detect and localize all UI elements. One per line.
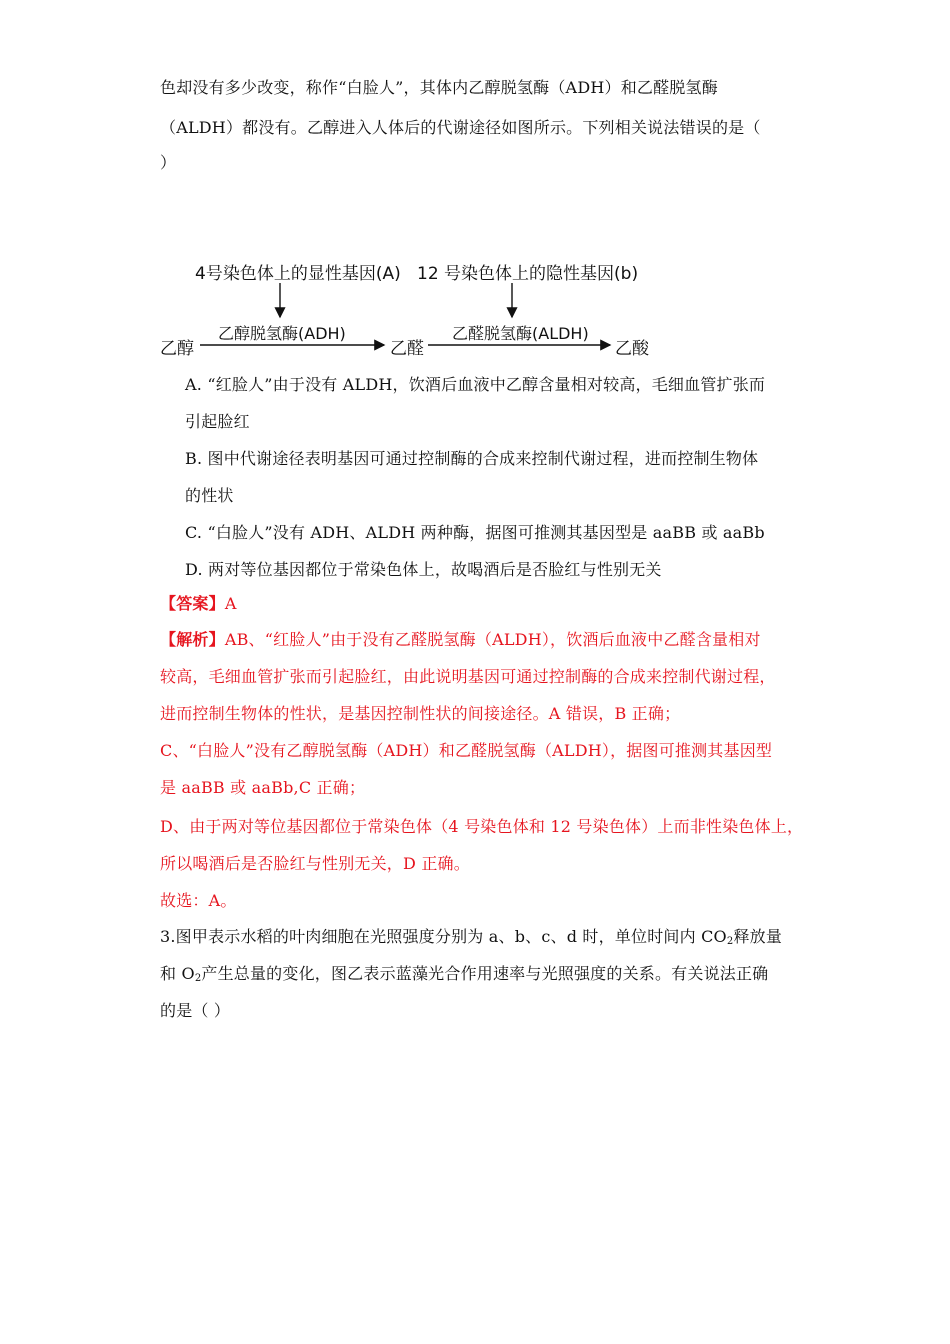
answer-label: 【答案】	[160, 594, 225, 613]
aldh-label: 乙醛脱氢酶(ALDH)	[452, 324, 589, 343]
metabolic-pathway-diagram	[160, 255, 660, 365]
analysis-line-1	[160, 630, 761, 650]
option-d: D. 两对等位基因都位于常染色体上，故喝酒后是否脸红与性别无关	[185, 560, 662, 579]
question3-text-2a: 和 O	[160, 964, 195, 983]
analysis-text-1: AB、“红脸人”由于没有乙醛脱氢酶（ALDH），饮酒后血液中乙醛含量相对	[224, 630, 761, 649]
analysis-line-4: C、“白脸人”没有乙醇脱氢酶（ADH）和乙醛脱氢酶（ALDH），据图可推测其基因型	[160, 741, 773, 760]
question3-line-2	[160, 964, 768, 989]
acetaldehyde-label: 乙醛	[390, 339, 424, 359]
analysis-line-8: 故选：A。	[160, 891, 237, 910]
gene-b-label: 12 号染色体上的隐性基因(b)	[417, 264, 639, 284]
answer-value: A	[224, 594, 237, 613]
intro-line-1: 色却没有多少改变，称作“白脸人”，其体内乙醇脱氢酶（ADH）和乙醛脱氢酶	[160, 78, 718, 97]
adh-label: 乙醇脱氢酶(ADH)	[218, 324, 346, 343]
option-c: C. “白脸人”没有 ADH、ALDH 两种酶，据图可推测其基因型是 aaBB 或 aaBb	[185, 523, 765, 542]
question3-line-3: 的是（ ）	[160, 1001, 231, 1020]
option-b-line-2: 的性状	[185, 486, 234, 505]
intro-line-2: （ALDH）都没有。乙醇进入人体后的代谢途径如图所示。下列相关说法错误的是（	[160, 118, 761, 137]
analysis-line-3: 进而控制生物体的性状，是基因控制性状的间接途径。A 错误，B 正确；	[160, 704, 681, 723]
analysis-line-5: 是 aaBB 或 aaBb,C 正确；	[160, 778, 366, 797]
analysis-line-6: D、由于两对等位基因都位于常染色体（4 号染色体和 12 号染色体）上而非性染色体上，	[160, 817, 804, 836]
analysis-label: 【解析】	[160, 630, 225, 649]
question3-line-1	[160, 927, 782, 952]
option-a-line-2: 引起脸红	[185, 412, 250, 431]
co2-subscript: 2	[726, 936, 734, 947]
diagram-arrows	[160, 255, 660, 365]
acetic-acid-label: 乙酸	[615, 339, 649, 359]
analysis-line-7: 所以喝酒后是否脸红与性别无关，D 正确。	[160, 854, 470, 873]
o2-subscript: 2	[194, 973, 202, 984]
analysis-line-2: 较高，毛细血管扩张而引起脸红，由此说明基因可通过控制酶的合成来控制代谢过程，	[160, 667, 776, 686]
ethanol-label: 乙醇	[160, 339, 194, 359]
question3-text-1b: 释放量	[733, 927, 783, 946]
question3-text-2b: 产生总量的变化，图乙表示蓝藻光合作用速率与光照强度的关系。有关说法正确	[201, 964, 769, 983]
intro-line-3: ）	[160, 153, 177, 172]
question3-text-1a: 3.图甲表示水稻的叶肉细胞在光照强度分别为 a、b、c、d 时，单位时间内 CO	[160, 927, 727, 946]
answer-line	[160, 594, 237, 614]
gene-a-label: 4号染色体上的显性基因(A)	[195, 264, 401, 284]
option-b-line-1: B. 图中代谢途径表明基因可通过控制酶的合成来控制代谢过程，进而控制生物体	[185, 449, 759, 468]
option-a-line-1: A. “红脸人”由于没有 ALDH，饮酒后血液中乙醇含量相对较高，毛细血管扩张而	[185, 375, 766, 394]
